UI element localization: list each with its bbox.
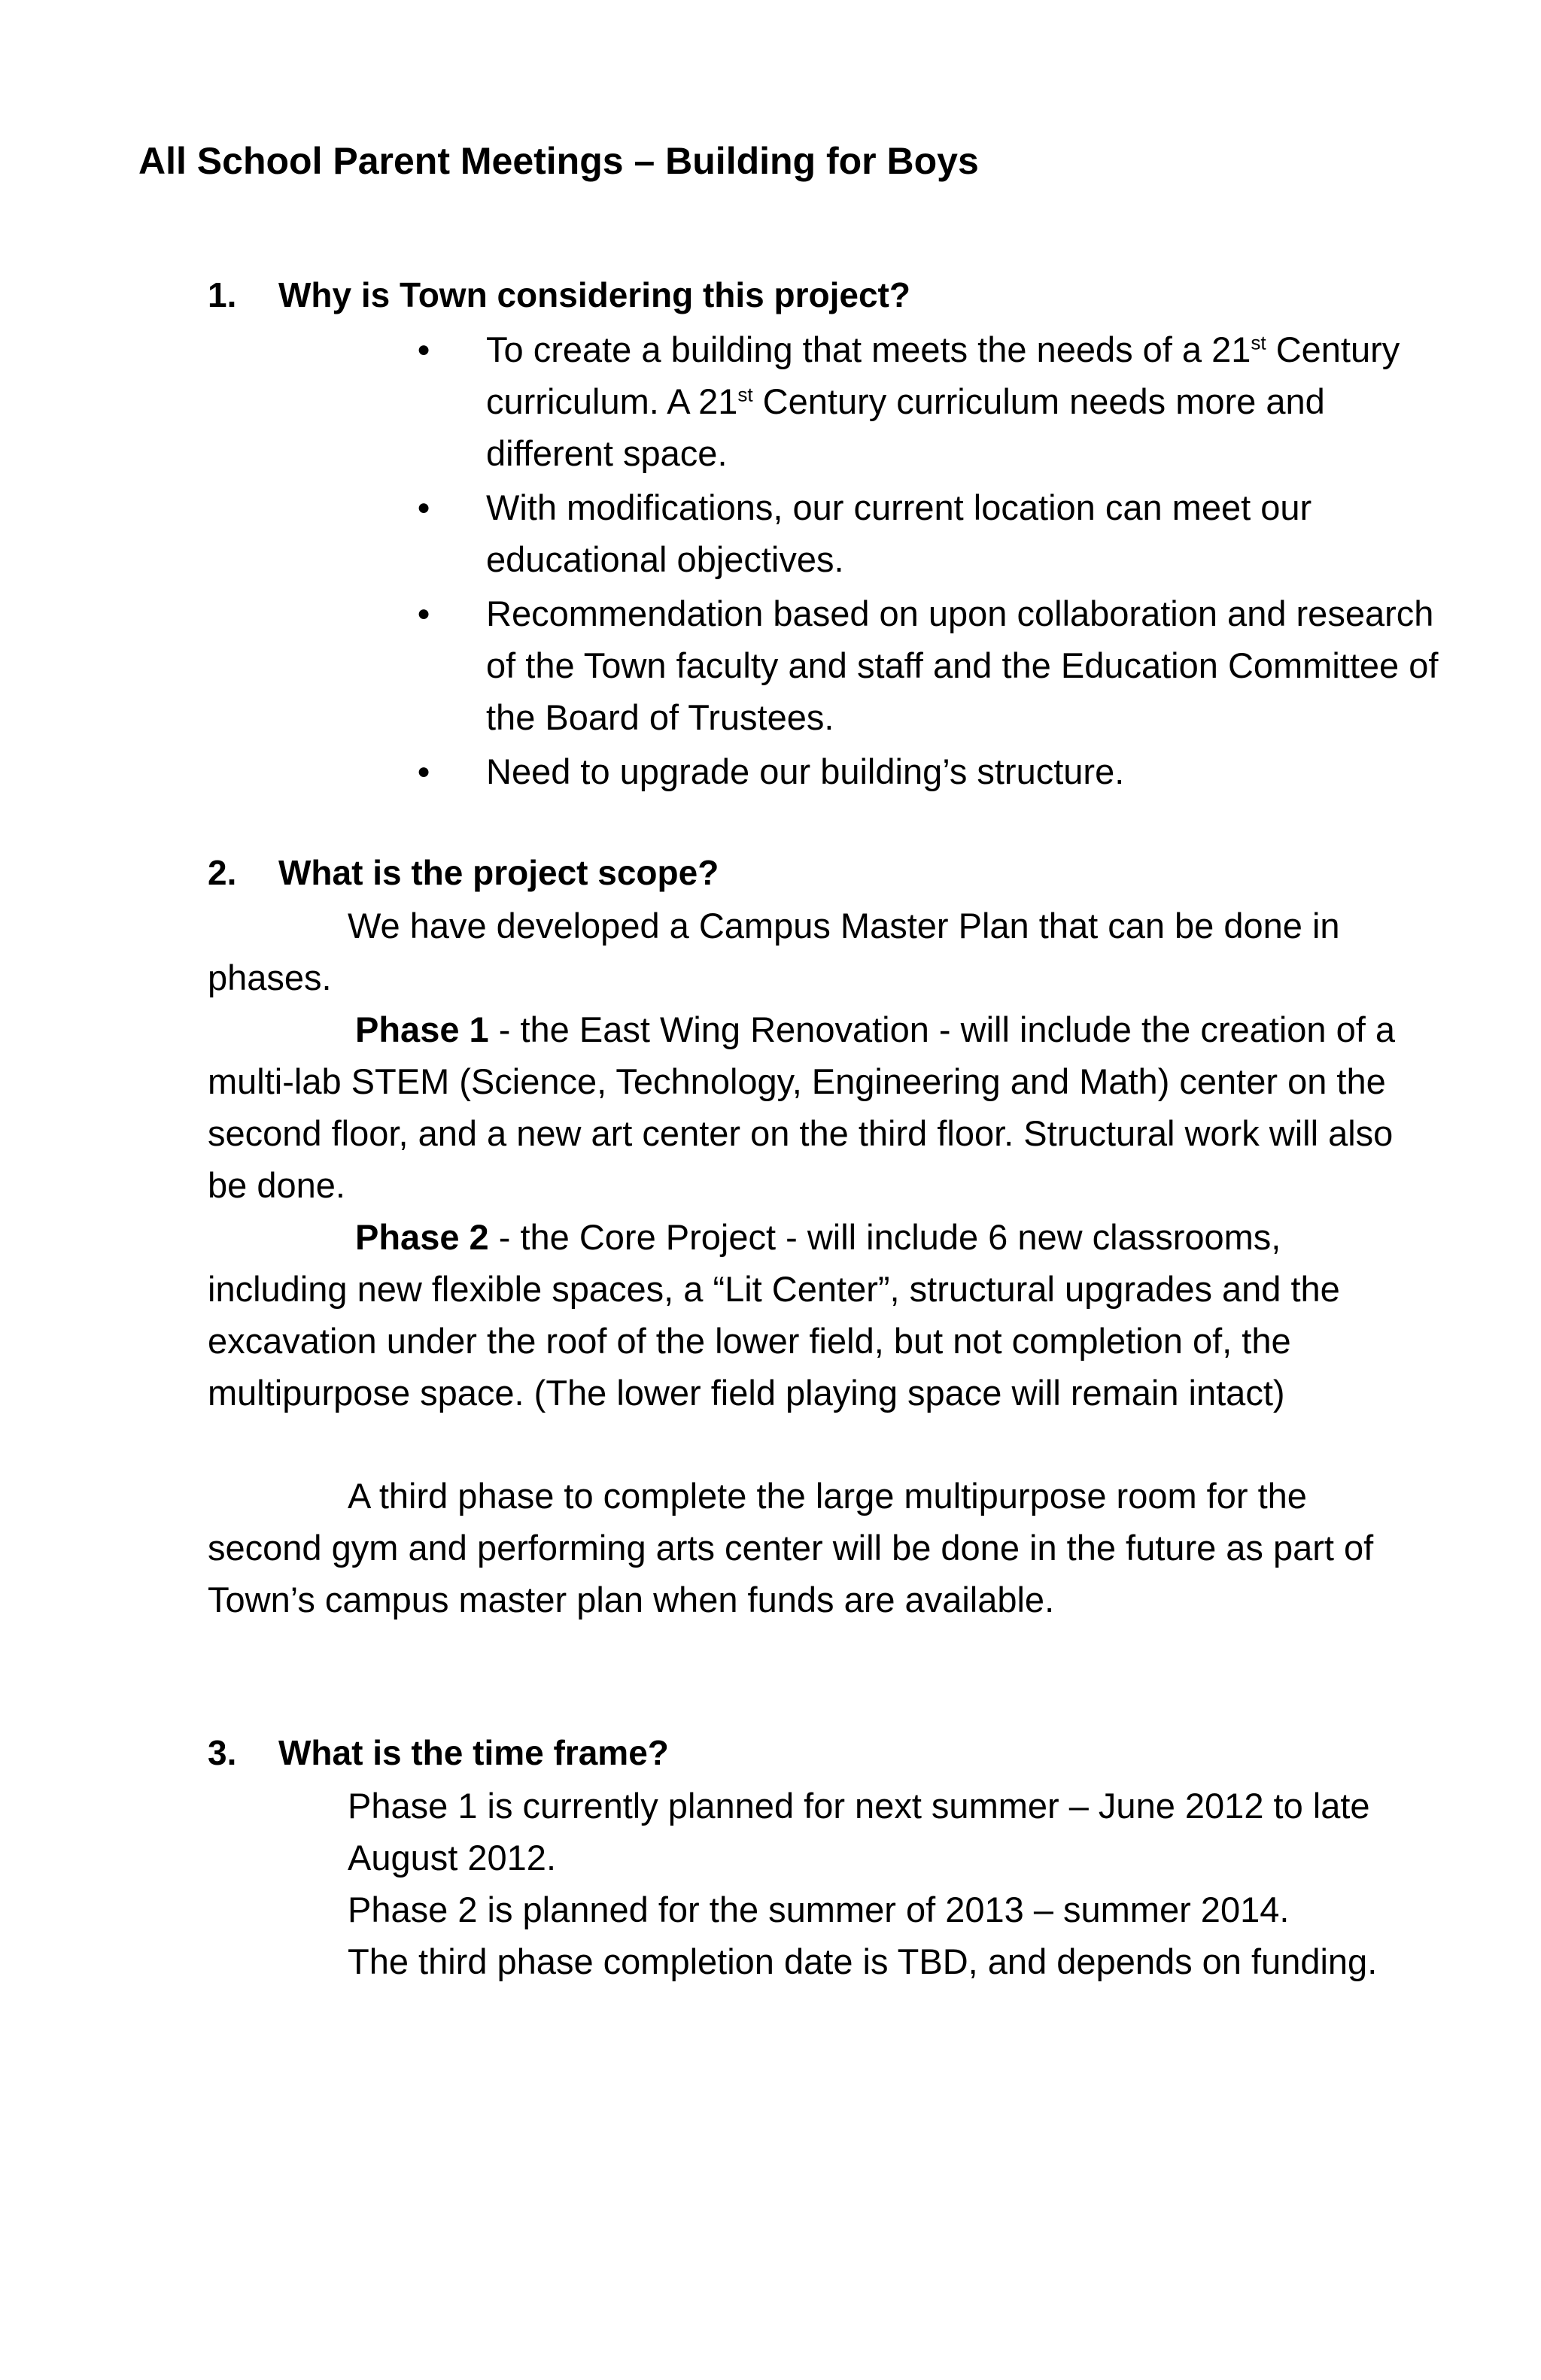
reasons-list (417, 323, 1457, 797)
phase-2-label: Phase 2 (355, 1217, 489, 1257)
phase-1-paragraph: Phase 1 - the East Wing Renovation - will include the creation of a multi-lab STEM (Science, Technology, Engineering and Math) center on the second floor, and a new art center on the third floor. Structural work will also be done. (208, 1009, 1396, 1205)
list-item: ● Need to upgrade our building’s structure. (486, 745, 1457, 797)
timeframe-line-phase-1: Phase 1 is currently planned for next summer – June 2012 to late August 2012. (348, 1786, 1370, 1878)
question-text: What is the project scope? (278, 853, 719, 892)
question-number: 1. (208, 275, 237, 314)
document-title: All School Parent Meetings – Building for Boys (138, 140, 979, 182)
question-number: 2. (208, 853, 237, 892)
timeframe-line-phase-2: Phase 2 is planned for the summer of 2013 – summer 2014. (348, 1890, 1290, 1929)
list-item: ● Recommendation based on upon collaboration and research of the Town faculty and staff and the Education Committee of the Board of Trustees. (486, 587, 1457, 743)
bullet-icon: ● (417, 495, 431, 520)
timeframe-line-phase-3: The third phase completion date is TBD, and depends on funding. (348, 1941, 1378, 1981)
list-item: ● With modifications, our current location can meet our educational objectives. (486, 481, 1457, 585)
scope-intro-paragraph: We have developed a Campus Master Plan that can be done in phases. (208, 906, 1340, 997)
bullet-icon: ● (417, 759, 431, 784)
bullet-icon: ● (417, 337, 431, 362)
question-2 (208, 850, 719, 895)
question-1 (208, 272, 910, 317)
question-number: 3. (208, 1733, 237, 1772)
question-3 (208, 1730, 669, 1775)
third-phase-paragraph: A third phase to complete the large multipurpose room for the second gym and performing arts center will be done in the future as part of Town’s campus master plan when funds are available. (208, 1476, 1374, 1620)
bullet-icon: ● (417, 601, 431, 626)
list-item: ● To create a building that meets the needs of a 21st Century curriculum. A 21st Century curriculum needs more and different space. (486, 323, 1457, 479)
phase-1-label: Phase 1 (355, 1009, 489, 1049)
timeframe-block (348, 1780, 1431, 1987)
question-text: What is the time frame? (278, 1733, 669, 1772)
question-text: Why is Town considering this project? (278, 275, 910, 314)
phase-2-paragraph: Phase 2 - the Core Project - will include 6 new classrooms, including new flexible spaces, a “Lit Center”, structural upgrades and the excavation under the roof of the lower field, but not completion of, the multipurpose space. (The lower field playing space will remain intact) (208, 1217, 1340, 1413)
